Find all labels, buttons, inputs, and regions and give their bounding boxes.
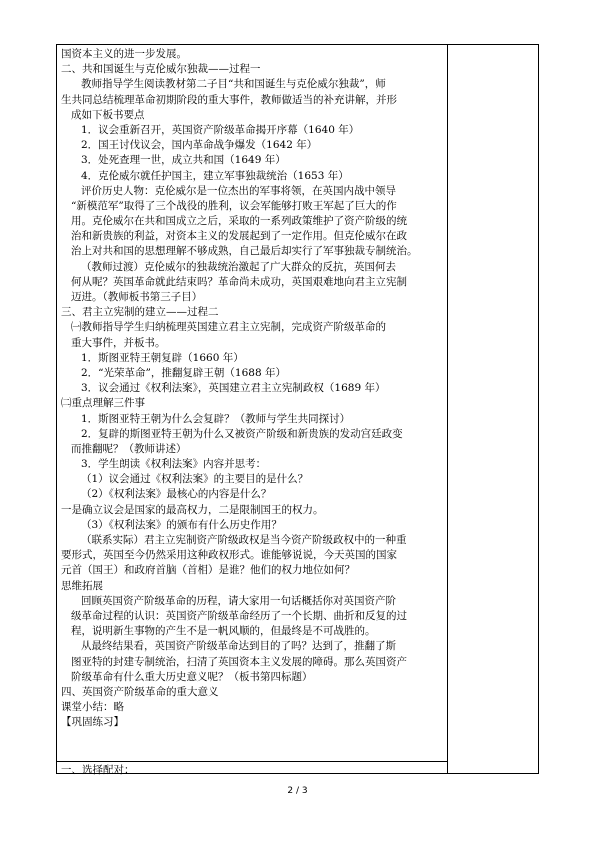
table-row-divider [57, 761, 447, 762]
question-item: （3）《权利法案》的颁布有什么历史作用？ [81, 518, 282, 531]
text-line: 迈进。（教师板书第三子目） [71, 291, 203, 303]
list-item: 3．学生朗读《权利法案》内容并思考： [81, 458, 267, 471]
subsection-heading: 思维拓展 [61, 579, 103, 592]
text-line: 何从呢？英国革命就此结束吗？革命尚未成功，英国艰难地向君主立宪制 [71, 275, 407, 288]
subsection-heading: ㈡重点理解三件事 [61, 397, 145, 410]
text-line: 生共同总结梳理革命初期阶段的重大事件，教师做适当的补充讲解，并形 [61, 93, 397, 106]
list-item: 1．斯图亚特王朝为什么会复辟？（教师与学生共同探讨） [81, 412, 351, 425]
list-item: 4．克伦威尔就任护国主，建立军事独裁统治（1653 年） [81, 169, 349, 182]
text-line: （联系实际）君主立宪制资产阶级政权是当今资产阶级政权中的一种重 [81, 534, 407, 546]
text-line: ㈠教师指导学生归纳梳理英国建立君主立宪制，完成资产阶级革命的 [71, 321, 386, 334]
list-item: 3．处死查理一世，成立共和国（1649 年） [81, 154, 286, 167]
list-item: 1．斯图亚特王朝复辟（1660 年） [81, 351, 244, 364]
lesson-content [61, 47, 443, 730]
list-item: 3．议会通过《权利法案》，英国建立君主立宪制政权（1689 年） [81, 382, 386, 395]
text-line: 成如下板书要点 [71, 108, 145, 121]
text-line: 一是确立议会是国家的最高权力，二是限制国王的权力。 [61, 503, 324, 516]
section-heading: 三、君主立宪制的建立——过程二 [61, 306, 219, 319]
text-line: 从最终结果看，英国资产阶级革命达到目的了吗？达到了，推翻了斯 [81, 640, 396, 653]
list-item: 2．复辟的斯图亚特王朝为什么又被资产阶级和新贵族的发动宫廷政变 [81, 427, 403, 440]
text-line: 教师指导学生阅读教材第二子目“共和国诞生与克伦威尔独裁”，师 [81, 78, 386, 91]
text-line: 国资本主义的进一步发展。 [61, 48, 187, 60]
text-line: 图亚特的封建专制统治，扫清了英国资本主义发展的障碍。那么英国资产 [71, 655, 407, 668]
column-divider [447, 45, 448, 773]
text-line: 治和新贵族的利益，对资本主义的发展起到了一定作用。但克伦威尔在政 [71, 230, 407, 243]
list-item: 2．“光荣革命”，推翻复辟王朝（1688 年） [81, 366, 286, 379]
text-line: 级革命过程的认识：英国资产阶级革命经历了一个长期、曲折和反复的过 [71, 609, 407, 622]
question-item: （1）议会通过《权利法案》的主要目的是什么？ [81, 473, 309, 486]
lesson-plan-table [56, 44, 539, 774]
text-line: 重大事件，并板书。 [71, 336, 166, 349]
text-line: 程，说明新生事物的产生不是一帆风顺的，但最终是不可战胜的。 [71, 625, 376, 638]
text-line: （教师过渡）克伦威尔的独裁统治激起了广大群众的反抗，英国何去 [81, 260, 396, 273]
list-item: 2．国王讨伐议会，国内革命战争爆发（1642 年） [81, 139, 318, 152]
list-item: 1．议会重新召开，英国资产阶级革命揭开序幕（1640 年） [81, 123, 360, 136]
text-line: 要形式，英国至今仍然采用这种政权形式。谁能够说说，今天英国的国家 [61, 549, 397, 562]
text-line: 评价历史人物：克伦威尔是一位杰出的军事将领，在英国内战中领导 [81, 184, 396, 197]
text-line: 元首（国王）和政府首脑（首相）是谁？他们的权力地位如何？ [61, 564, 355, 577]
question-item: （2）《权利法案》最核心的内容是什么？ [81, 488, 272, 501]
section-heading: 一、选择配对： [61, 764, 135, 776]
page-number: 2 / 3 [287, 786, 308, 796]
text-line: 治上对共和国的思想理解不够成熟，自己最后却实行了军事独裁专制统治。 [71, 245, 418, 258]
text-line: 阶级革命有什么重大历史意义呢？（板书第四标题） [71, 670, 313, 683]
text-line: 而推翻呢？（教师讲述） [71, 442, 187, 455]
text-line: 课堂小结：略 [61, 701, 124, 714]
text-line: 回顾英国资产阶级革命的历程，请大家用一句话概括你对英国资产阶 [81, 594, 396, 607]
section-heading: 四、英国资产阶级革命的重大意义 [61, 685, 219, 698]
text-line: 用。克伦威尔在共和国成立之后，采取的一系列政策维护了资产阶级的统 [71, 215, 407, 228]
exercise-row [61, 763, 443, 778]
section-heading: 二、共和国诞生与克伦威尔独裁——过程一 [61, 63, 261, 76]
text-line: “新模范军”取得了三个战役的胜利，议会军能够打败王军起了巨大的作 [71, 199, 397, 212]
section-heading: 【巩固练习】 [61, 716, 124, 729]
